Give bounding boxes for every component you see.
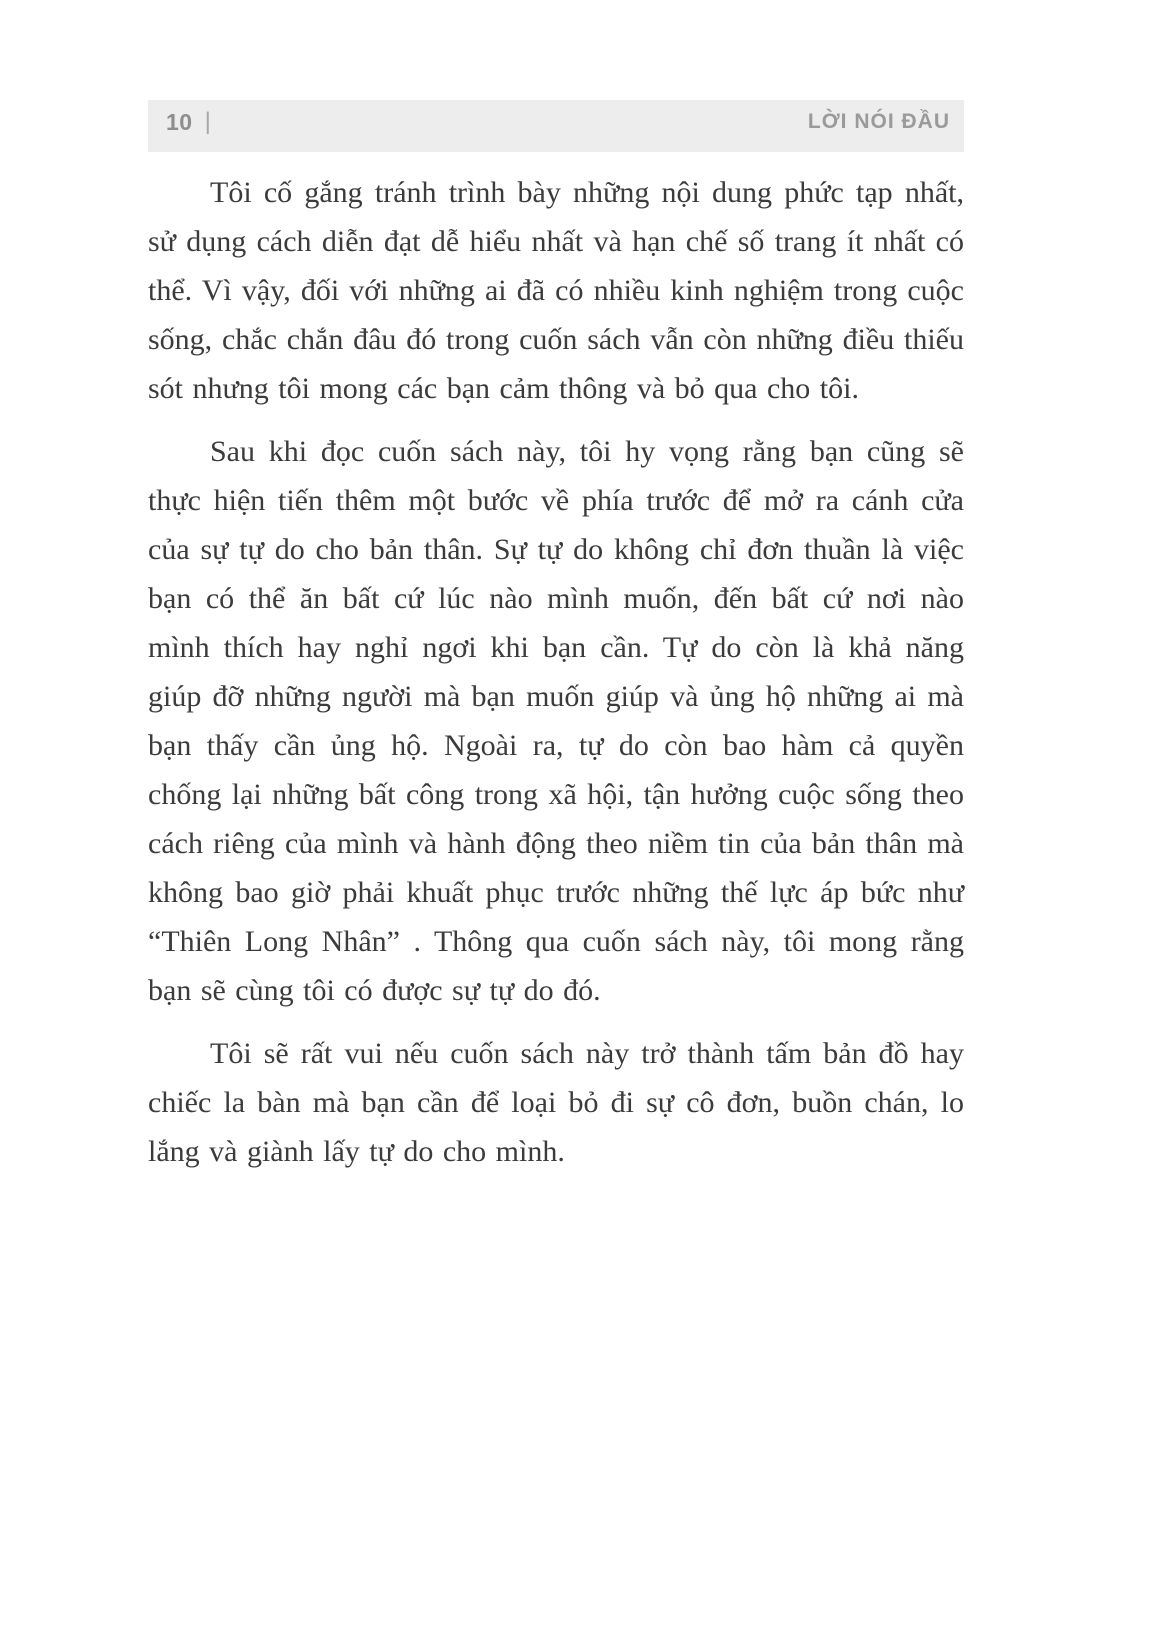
page-body <box>148 168 964 1190</box>
paragraph: Tôi cố gắng tránh trình bày những nội dung phức tạp nhất, sử dụng cách diễn đạt dễ hiểu nhất và hạn chế số trang ít nhất có thể. Vì vậy, đối với những ai đã có nhiều kinh nghiệm trong cuộc sống, chắc chắn đâu đó trong cuốn sách vẫn còn những điều thiếu sót nhưng tôi mong các bạn cảm thông và bỏ qua cho tôi. <box>148 176 964 405</box>
page-number-group <box>166 108 211 136</box>
chapter-title: LỜI NÓI ĐẦU <box>807 110 950 133</box>
page-number: 10 <box>166 108 193 135</box>
paragraph: Tôi sẽ rất vui nếu cuốn sách này trở thành tấm bản đồ hay chiếc la bàn mà bạn cần để loại bỏ đi sự cô đơn, buồn chán, lo lắng và giành lấy tự do cho mình. <box>148 1037 964 1168</box>
running-header <box>148 100 964 144</box>
paragraph: Sau khi đọc cuốn sách này, tôi hy vọng rằng bạn cũng sẽ thực hiện tiến thêm một bước về phía trước để mở ra cánh cửa của sự tự do cho bản thân. Sự tự do không chỉ đơn thuần là việc bạn có thể ăn bất cứ lúc nào mình muốn, đến bất cứ nơi nào mình thích hay nghỉ ngơi khi bạn cần. Tự do còn là khả năng giúp đỡ những người mà bạn muốn giúp và ủng hộ những ai mà bạn thấy cần ủng hộ. Ngoài ra, tự do còn bao hàm cả quyền chống lại những bất công trong xã hội, tận hưởng cuộc sống theo cách riêng của mình và hành động theo niềm tin của bản thân mà không bao giờ phải khuất phục trước những thế lực áp bức như “Thiên Long Nhân” . Thông qua cuốn sách này, tôi mong rằng bạn sẽ cùng tôi có được sự tự do đó. <box>148 435 964 1007</box>
page-number-separator: | <box>204 108 212 135</box>
